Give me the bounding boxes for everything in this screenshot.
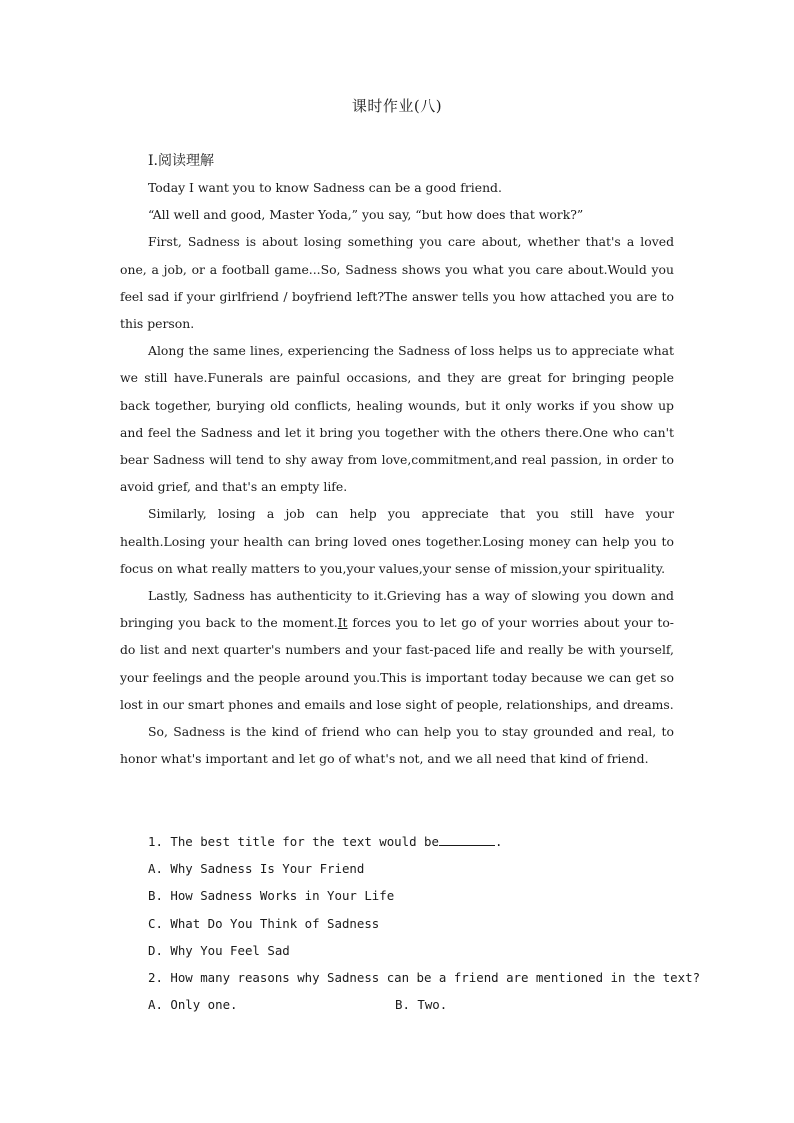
- paragraph-4: Along the same lines, experiencing the Sadness of loss helps us to appreciate what we still have.Funerals are painful occasions, and they are great for bringing people back together, burying old conflicts, healing wounds, but it only works if you show up and feel the Sadness and let it bring you together with the others there.One who can't bear Sadness will tend to shy away from love,commitment,and real passion, in order to avoid grief, and that's an empty life.: [120, 343, 674, 495]
- question-1-option-d: D. Why You Feel Sad: [148, 942, 290, 958]
- question-2-option-a: A. Only one.: [148, 997, 238, 1013]
- question-1-stem: 1. The best title for the text would be: [148, 834, 439, 849]
- paragraph-6-after: forces you to let go of your worries about your to-do list and next quarter's numbers and your fast-paced life and really be with yourself, your feelings and the people around you.This is important today because we can get so lost in our smart phones and emails and lose sight of people, relationships, and dreams.: [120, 615, 674, 712]
- reading-passage: [120, 174, 674, 772]
- question-2: 2. How many reasons why Sadness can be a friend are mentioned in the text?: [148, 970, 701, 986]
- paragraph-5: Similarly, losing a job can help you appreciate that you still have your health.Losing your health can bring loved ones together.Losing money can help you to focus on what really matters to you,your values,your sense of mission,your spirituality.: [120, 506, 674, 576]
- question-2-options: [148, 991, 674, 1018]
- question-1-option-a: A. Why Sadness Is Your Friend: [148, 861, 365, 877]
- question-2-option-b: B. Two.: [395, 997, 448, 1013]
- question-1-option-c: C. What Do You Think of Sadness: [148, 915, 380, 931]
- paragraph-6: [120, 582, 674, 718]
- answer-blank: [439, 833, 495, 846]
- paragraph-1: Today I want you to know Sadness can be a good friend.: [148, 180, 502, 195]
- question-1-stem-end: .: [494, 834, 503, 849]
- underlined-word: It: [337, 615, 348, 631]
- paragraph-2: “All well and good, Master Yoda,” you say, “but how does that work?”: [148, 207, 584, 223]
- page-title: 课时作业(八): [351, 97, 443, 115]
- paragraph-7: So, Sadness is the kind of friend who can help you to stay grounded and real, to honor what's important and let go of what's not, and we all need that kind of friend.: [120, 724, 674, 767]
- paragraph-6-before: Lastly, Sadness has authenticity to it.Grieving has a way of slowing you down and bringing you back to the moment.: [120, 588, 674, 631]
- section-heading: Ⅰ.阅读理解: [148, 153, 214, 169]
- paragraph-3: First, Sadness is about losing something you care about, whether that's a loved one, a job, or a football game...So, Sadness shows you what you care about.Would you feel sad if your girlfriend / boyfriend left?The answer tells you how attached you are to this person.: [120, 234, 674, 332]
- question-1: [148, 828, 674, 855]
- question-list: [148, 828, 701, 1018]
- question-1-option-b: B. How Sadness Works in Your Life: [148, 888, 395, 904]
